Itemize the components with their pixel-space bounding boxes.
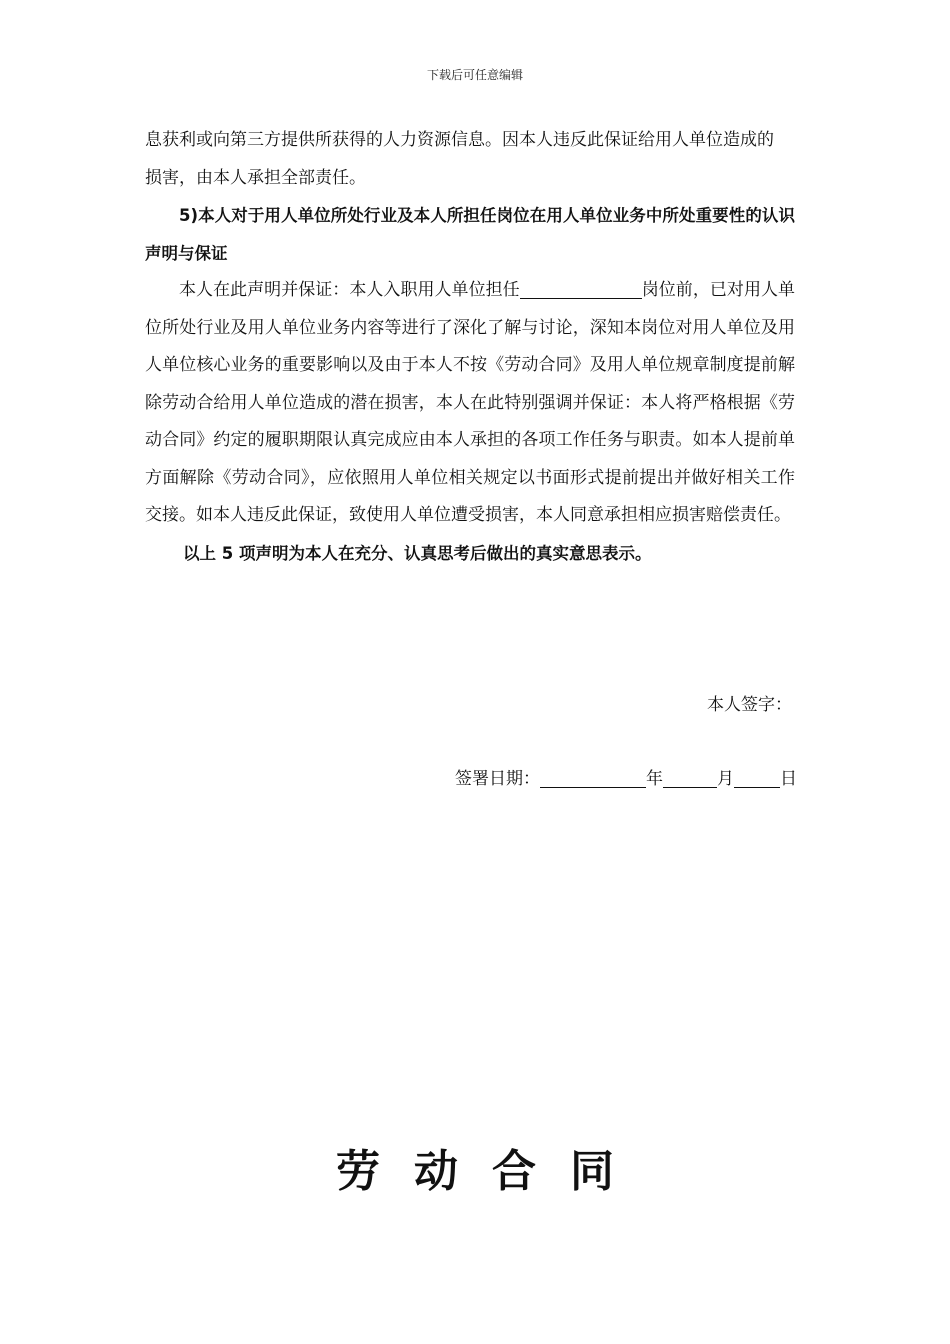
day-blank (734, 765, 780, 788)
signature-label: 本人签字： (707, 695, 792, 715)
declaration-text-before: 本人在此声明并保证：本人入职用人单位担任 (179, 280, 520, 300)
paragraph-liability-line1: 息获利或向第三方提供所获得的人力资源信息。因本人违反此保证给用人单位造成的 (145, 130, 774, 150)
position-blank (520, 276, 642, 299)
day-label: 日 (780, 769, 797, 789)
paragraph-liability-line2: 损害，由本人承担全部责任。 (145, 167, 366, 188)
year-label: 年 (646, 769, 663, 789)
signature-line (707, 690, 792, 715)
declaration-text-after: 岗位前，已对用人单位所处行业及用人单位业务内容等进行了深化了解与讨论，深知本岗位对用人单位及用人单位核心业务的重要影响以及由于本人不按《劳动合同》及用人单位规章制度提前解除劳动合给用人单位造成的潜在损害，本人在此特别强调并保证：本人将严格根据《劳动合同》约定的履职期限认真完成应由本人承担的各项工作任务与职责。如本人提前单方面解除《劳动合同》，应依照用人单位相关规定以书面形式提前提出并做好相关工作交接。如本人违反此保证，致使用人单位遭受损害，本人同意承担相应损害赔偿责任。 (145, 280, 796, 525)
summary-statement: 以上 5 项声明为本人在充分、认真思考后做出的真实意思表示。 (183, 543, 652, 563)
date-label: 签署日期： (455, 769, 540, 789)
month-blank (663, 765, 717, 788)
paragraph-liability (145, 122, 795, 197)
section-5-heading: 5)本人对于用人单位所处行业及本人所担任岗位在用人单位业务中所处重要性的认识声明与保证 (145, 206, 795, 263)
paragraph-declaration (145, 272, 795, 535)
page-header: 下载后可任意编辑 (426, 68, 523, 82)
signing-date-line (455, 764, 797, 789)
month-label: 月 (717, 769, 734, 789)
contract-title: 劳动合同 (336, 1146, 648, 1197)
document-body (145, 122, 795, 572)
year-blank (540, 765, 646, 788)
